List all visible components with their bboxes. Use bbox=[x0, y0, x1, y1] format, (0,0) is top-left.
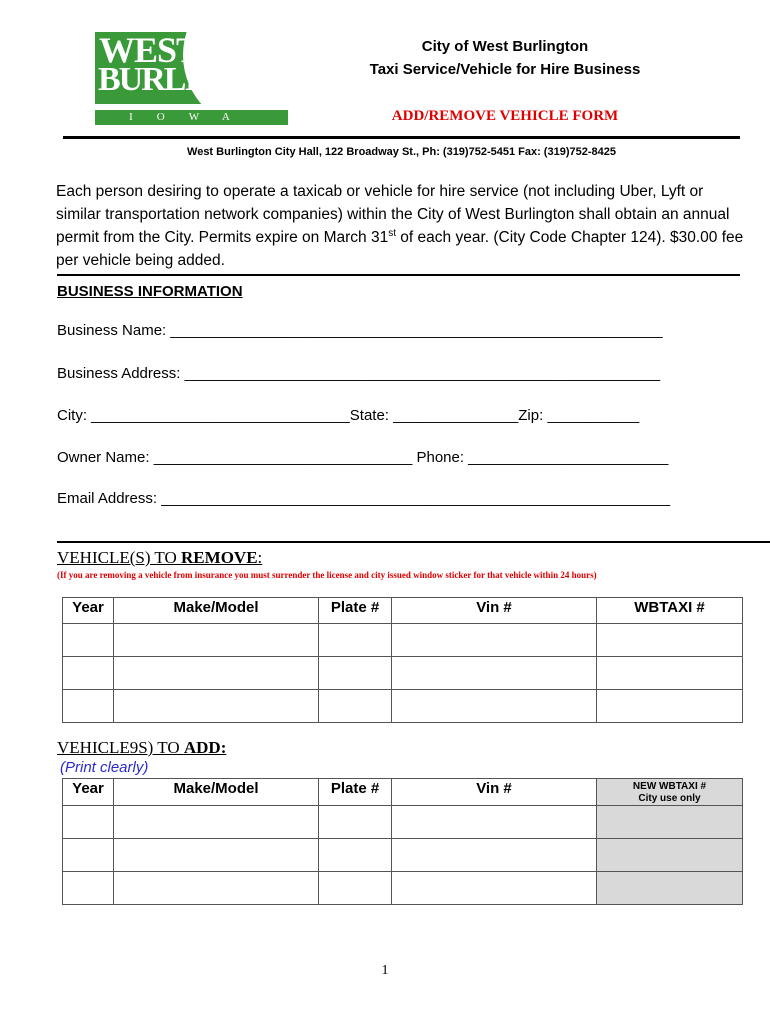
header-divider bbox=[63, 136, 740, 139]
add-heading-text: VEHICLE9S) TO bbox=[57, 738, 184, 757]
form-title: ADD/REMOVE VEHICLE FORM bbox=[391, 108, 619, 124]
wbtaxi-cell[interactable] bbox=[597, 657, 743, 690]
table-header-row bbox=[63, 779, 743, 806]
col-plate: Plate # bbox=[319, 598, 392, 624]
make-model-cell[interactable] bbox=[114, 872, 319, 905]
year-cell[interactable] bbox=[63, 872, 114, 905]
table-row bbox=[63, 806, 743, 839]
wbtaxi-cell[interactable] bbox=[597, 690, 743, 723]
city-use-cell bbox=[597, 872, 743, 905]
intro-text-1: Each person desiring to operate a taxicab or vehicle for hire service (not including Uber, Lyft or similar transportation network companies) within the City of West Burlington shall obtain an annual permit from the City. Permits expire on March 31 bbox=[56, 183, 730, 246]
plate-cell[interactable] bbox=[319, 872, 392, 905]
year-cell[interactable] bbox=[63, 690, 114, 723]
col-vin: Vin # bbox=[392, 598, 597, 624]
col-year: Year bbox=[63, 779, 114, 806]
section-divider bbox=[57, 541, 770, 543]
table-row bbox=[63, 872, 743, 905]
plate-cell[interactable] bbox=[319, 657, 392, 690]
plate-cell[interactable] bbox=[319, 839, 392, 872]
logo-text-iowa: IOWA bbox=[129, 111, 254, 123]
vin-cell[interactable] bbox=[392, 690, 597, 723]
city-use-cell bbox=[597, 806, 743, 839]
plate-cell[interactable] bbox=[319, 690, 392, 723]
add-section-heading bbox=[57, 738, 226, 758]
intro-text-2: of each year. (City Code Chapter 124). $30.00 fee per vehicle being added. bbox=[56, 229, 744, 269]
logo-text-burlington: BURLINGTON bbox=[98, 61, 310, 98]
year-cell[interactable] bbox=[63, 657, 114, 690]
print-clearly-note: (Print clearly) bbox=[60, 759, 149, 776]
make-model-cell[interactable] bbox=[114, 624, 319, 657]
remove-vehicles-table bbox=[62, 597, 743, 723]
wbtaxi-cell[interactable] bbox=[597, 624, 743, 657]
page-title: City of West Burlington bbox=[421, 38, 589, 55]
business-name-field[interactable]: Business Name: ___________________________________________________________ bbox=[57, 322, 663, 339]
remove-notice: (If you are removing a vehicle from insurance you must surrender the license and city issued window sticker for that vehicle within 24 hours) bbox=[57, 570, 597, 580]
city-state-zip-field[interactable]: City: _______________________________State: _______________Zip: ___________ bbox=[57, 407, 640, 424]
remove-heading-text: VEHICLE(S) TO bbox=[57, 548, 182, 567]
make-model-cell[interactable] bbox=[114, 657, 319, 690]
table-row bbox=[63, 624, 743, 657]
city-use-only-label: City use only bbox=[638, 793, 701, 804]
email-address-field[interactable]: Email Address: _____________________________________________________________ bbox=[57, 490, 671, 507]
page-number: 1 bbox=[381, 963, 389, 978]
table-row bbox=[63, 690, 743, 723]
page-subtitle: Taxi Service/Vehicle for Hire Business bbox=[369, 61, 641, 78]
col-plate: Plate # bbox=[319, 779, 392, 806]
col-wbtaxi: WBTAXI # bbox=[597, 598, 743, 624]
table-row bbox=[63, 657, 743, 690]
year-cell[interactable] bbox=[63, 806, 114, 839]
year-cell[interactable] bbox=[63, 624, 114, 657]
make-model-cell[interactable] bbox=[114, 690, 319, 723]
remove-heading-colon: : bbox=[257, 548, 263, 567]
business-address-field[interactable]: Business Address: _________________________________________________________ bbox=[57, 365, 661, 382]
vin-cell[interactable] bbox=[392, 806, 597, 839]
year-cell[interactable] bbox=[63, 839, 114, 872]
col-new-wbtaxi bbox=[597, 779, 743, 806]
intro-superscript: st bbox=[388, 227, 396, 239]
add-vehicles-table bbox=[62, 778, 743, 905]
business-section-heading: BUSINESS INFORMATION bbox=[57, 283, 243, 300]
plate-cell[interactable] bbox=[319, 624, 392, 657]
vin-cell[interactable] bbox=[392, 657, 597, 690]
city-use-cell bbox=[597, 839, 743, 872]
vin-cell[interactable] bbox=[392, 839, 597, 872]
logo-text-west: WEST bbox=[99, 30, 200, 70]
make-model-cell[interactable] bbox=[114, 839, 319, 872]
contact-info: West Burlington City Hall, 122 Broadway St., Ph: (319)752-5451 Fax: (319)752-8425 bbox=[187, 146, 616, 158]
city-logo bbox=[95, 30, 310, 125]
vin-cell[interactable] bbox=[392, 872, 597, 905]
owner-phone-field[interactable]: Owner Name: _______________________________ Phone: ________________________ bbox=[57, 449, 669, 466]
table-row bbox=[63, 839, 743, 872]
col-make-model: Make/Model bbox=[114, 779, 319, 806]
remove-section-heading bbox=[57, 548, 262, 568]
new-wbtaxi-label: NEW WBTAXI # bbox=[632, 781, 707, 792]
remove-heading-emphasis: REMOVE bbox=[181, 548, 258, 567]
add-heading-emphasis: ADD: bbox=[183, 738, 227, 757]
col-year: Year bbox=[63, 598, 114, 624]
plate-cell[interactable] bbox=[319, 806, 392, 839]
intro-paragraph bbox=[56, 180, 746, 272]
col-vin: Vin # bbox=[392, 779, 597, 806]
make-model-cell[interactable] bbox=[114, 806, 319, 839]
vin-cell[interactable] bbox=[392, 624, 597, 657]
section-divider bbox=[57, 274, 740, 276]
table-header-row bbox=[63, 598, 743, 624]
col-make-model: Make/Model bbox=[114, 598, 319, 624]
